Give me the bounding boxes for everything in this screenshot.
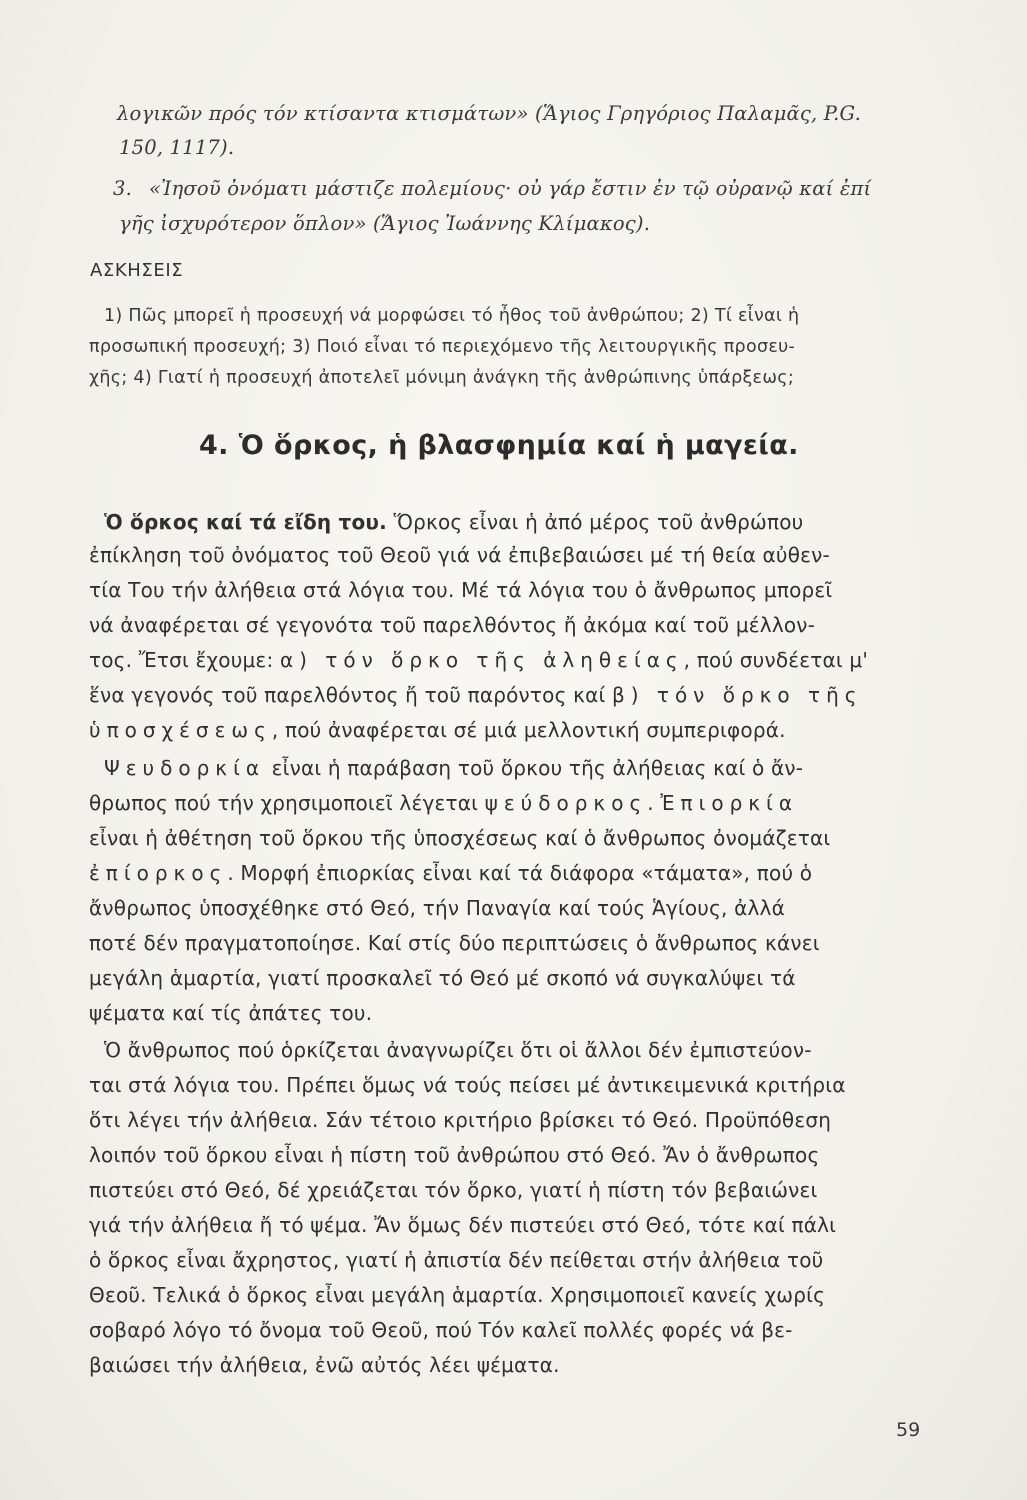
paragraph-line: εἶναι ἡ ἀθέτηση τοῦ ὅρκου τῆς ὑποσχέσεως καί ὁ ἄνθρωπος ὀνομάζεται [89, 826, 831, 850]
paragraph-line [104, 510, 803, 534]
text-span: . [647, 791, 661, 815]
subheading: Ὁ ὅρκος καί τά εἴδη του. [104, 510, 387, 534]
emphasized-term: ὑποσχέσεως [89, 718, 272, 742]
paragraph-line [104, 756, 803, 780]
emphasized-term: Ἐπιορκία [660, 791, 799, 815]
paragraph-line: ποτέ δέν πραγματοποίησε. Καί στίς δύο περιπτώσεις ὁ ἄνθρωπος κάνει [89, 931, 820, 955]
footnote-line: λογικῶν πρός τόν κτίσαντα κτισμάτων» (Ἅγιος Γρηγόριος Παλαμᾶς, P.G. [117, 102, 862, 125]
paragraph-line: τία Του τήν ἀλήθεια στά λόγια του. Μέ τά λόγια του ὁ ἄνθρωπος μπορεῖ [89, 578, 833, 602]
text-span: , πού ἀναφέρεται σέ μιά μελλοντική συμπεριφορά. [271, 718, 786, 742]
text-span: εἶναι ἡ παράβαση τοῦ ὅρκου τῆς ἀλήθειας καί ὁ ἄν- [265, 756, 804, 780]
exercise-line: χῆς; 4) Γιατί ἡ προσευχή ἀποτελεῖ μόνιμη ἀνάγκη τῆς ἀνθρώπινης ὑπάρξεως; [89, 368, 795, 388]
paragraph-line: ὅτι λέγει τήν ἀλήθεια. Σάν τέτοιο κριτήριο βρίσκει τό Θεό. Προϋπόθεση [89, 1108, 832, 1132]
paragraph-line [89, 718, 786, 742]
exercise-line: προσωπική προσευχή; 3) Ποιό εἶναι τό περιεχόμενο τῆς λειτουργικῆς προσευ- [89, 337, 796, 357]
footnote-line: γῆς ἰσχυρότερον ὅπλον» (Ἅγιος Ἰωάννης Κλίμακος). [119, 212, 651, 235]
paragraph-line: ὁ ὅρκος εἶναι ἄχρηστος, γιατί ἡ ἀπιστία δέν πείθεται στήν ἀλήθεια τοῦ [89, 1248, 824, 1272]
paragraph-line: ἐπίκληση τοῦ ὀνόματος τοῦ Θεοῦ γιά νά ἐπιβεβαιώσει μέ τή θεία αὐθεν- [89, 543, 830, 567]
text-span: , πού συνδέεται μ' [683, 648, 869, 672]
paragraph-line: νά ἀναφέρεται σέ γεγονότα τοῦ παρελθόντος ἤ ἀκόμα καί τοῦ μέλλον- [89, 613, 816, 637]
paragraph-line: πιστεύει στό Θεό, δέ χρειάζεται τόν ὅρκο, γιατί ἡ πίστη τόν βεβαιώνει [89, 1178, 818, 1202]
paragraph-line: ται στά λόγια του. Πρέπει ὅμως νά τούς πείσει μέ ἀντικειμενικά κριτήρια [89, 1073, 846, 1097]
paragraph-line: βαιώσει τήν ἀλήθεια, ἐνῶ αὐτός λέει ψέματα. [89, 1353, 560, 1377]
paragraph-line: ψέματα καί τίς ἀπάτες του. [89, 1001, 373, 1025]
paragraph-line: λοιπόν τοῦ ὅρκου εἶναι ἡ πίστη τοῦ ἀνθρώπου στό Θεό. Ἄν ὁ ἄνθρωπος [89, 1143, 820, 1167]
emphasized-term: Ψευδορκία [104, 756, 266, 780]
emphasized-term: ψεύδορκος [484, 791, 648, 815]
paragraph-line: ἄνθρωπος ὑποσχέθηκε στό Θεό, τήν Παναγία καί τούς Ἁγίους, ἀλλά [89, 896, 785, 920]
paragraph-line [89, 683, 862, 707]
paragraph-line [89, 791, 798, 815]
text-span: ἕνα γεγονός τοῦ παρελθόντος ἤ τοῦ παρόντος καί [89, 683, 612, 707]
emphasized-term: α) τόν ὅρκο τῆς ἀληθείας [279, 648, 684, 672]
exercise-line: 1) Πῶς μπορεῖ ἡ προσευχή νά μορφώσει τό ἦθος τοῦ ἀνθρώπου; 2) Τί εἶναι ἡ [104, 306, 800, 326]
text-span: . Μορφή ἐπιορκίας εἶναι καί τά διάφορα «τάματα», πού ὁ [227, 861, 813, 885]
paragraph-line [89, 648, 868, 672]
section-title: 4. Ὁ ὅρκος, ἡ βλασφημία καί ἡ μαγεία. [199, 430, 799, 461]
paragraph-line: σοβαρό λόγο τό ὄνομα τοῦ Θεοῦ, πού Τόν καλεῖ πολλές φορές νά βε- [89, 1318, 793, 1342]
paragraph-line [89, 861, 812, 885]
footnote-line: «Ἰησοῦ ὀνόματι μάστιζε πολεμίους· οὐ γάρ ἔστιν ἐν τῷ οὐρανῷ καί ἐπί [149, 177, 872, 200]
footnote-number: 3. [113, 177, 133, 200]
paragraph-line: Ὁ ἄνθρωπος πού ὁρκίζεται ἀναγνωρίζει ὅτι οἱ ἄλλοι δέν ἐμπιστεύον- [104, 1038, 812, 1062]
emphasized-term: ἐπίορκος [89, 861, 228, 885]
paragraph-line: μεγάλη ἁμαρτία, γιατί προσκαλεῖ τό Θεό μέ σκοπό νά συγκαλύψει τά [89, 966, 796, 990]
text-span: Ὅρκος εἶναι ἡ ἀπό μέρος τοῦ ἀνθρώπου [386, 510, 804, 534]
page-number: 59 [896, 1419, 921, 1441]
footnote-line: 150, 1117). [119, 136, 235, 159]
text-span: θρωπος πού τήν χρησιμοποιεῖ λέγεται [89, 791, 485, 815]
text-span: τος. Ἔτσι ἔχουμε: [89, 648, 280, 672]
paragraph-line: γιά τήν ἀλήθεια ἤ τό ψέμα. Ἄν ὅμως δέν πιστεύει στό Θεό, τότε καί πάλι [89, 1213, 837, 1237]
paragraph-line: Θεοῦ. Τελικά ὁ ὅρκος εἶναι μεγάλη ἁμαρτία. Χρησιμοποιεῖ κανείς χωρίς [89, 1283, 826, 1307]
exercises-heading: ΑΣΚΗΣΕΙΣ [90, 260, 184, 281]
emphasized-term: β) τόν ὅρκο τῆς [611, 683, 863, 707]
